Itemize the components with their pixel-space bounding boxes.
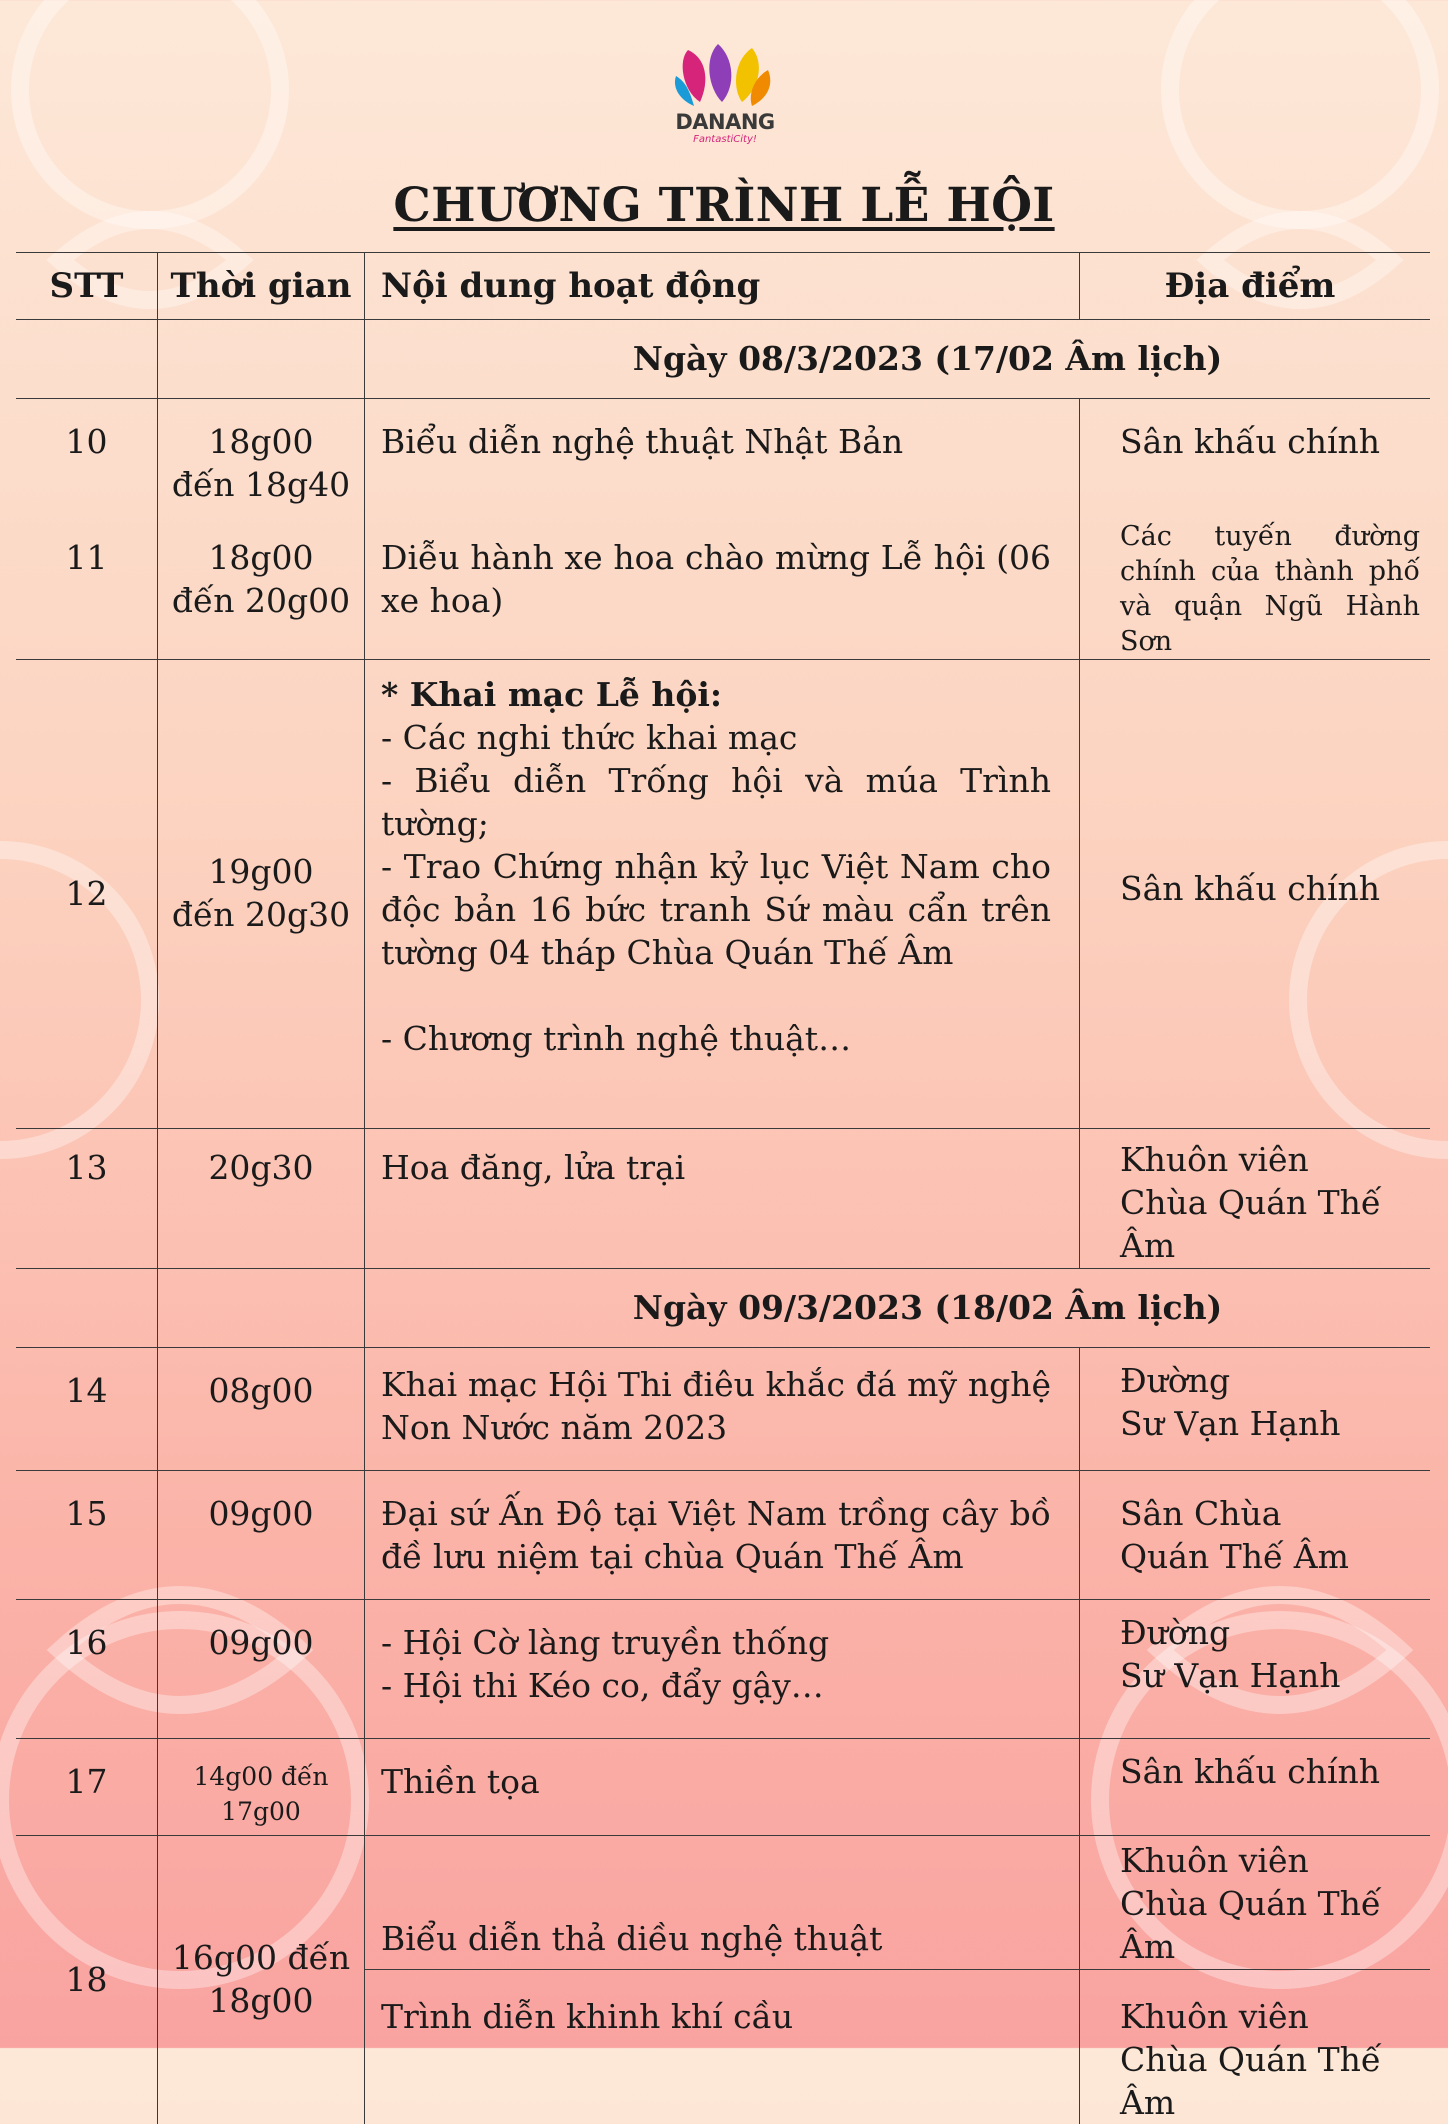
- content-12-line3: - Trao Chứng nhận kỷ lục Việt Nam cho độc bản 16 bức tranh Sứ màu cẩn trên tường 04 tháp Chùa Quán Thế Âm: [381, 846, 1051, 972]
- stt-12: 12: [65, 873, 108, 913]
- location-18a-line1: Khuôn viên: [1120, 1841, 1309, 1881]
- header-location: Địa điểm: [1080, 253, 1431, 320]
- stt-15: 15: [65, 1494, 108, 1534]
- stt-10: 10: [65, 422, 108, 461]
- danang-logo: [660, 40, 790, 145]
- location-13-line1: Khuôn viên: [1120, 1140, 1309, 1180]
- schedule-table: [16, 252, 1430, 2124]
- stt-11: 11: [65, 538, 108, 577]
- time-18-start: 16g00 đến: [171, 1938, 351, 1978]
- location-10: Sân khấu chính: [1120, 422, 1381, 461]
- content-18a: Biểu diễn thả diều nghệ thuật: [381, 1918, 883, 1958]
- location-15-line1: Sân Chùa: [1120, 1494, 1282, 1534]
- location-11: Các tuyến đường chính của thành phố và quận Ngũ Hành Sơn: [1120, 521, 1420, 658]
- location-16-line2: Sư Vạn Hạnh: [1120, 1655, 1341, 1695]
- time-10-end: đến 18g40: [171, 464, 351, 504]
- table-row: [16, 1129, 1430, 1269]
- table-header: [16, 253, 1430, 320]
- time-13: 20g30: [208, 1148, 314, 1188]
- content-16-line1: - Hội Cờ làng truyền thống: [381, 1623, 830, 1663]
- table-row: [16, 660, 1430, 1129]
- page-title: CHƯƠNG TRÌNH LỄ HỘI: [393, 178, 1055, 233]
- day-title-2: Ngày 09/3/2023 (18/02 Âm lịch): [365, 1269, 1431, 1348]
- content-12-heading: * Khai mạc Lễ hội:: [381, 675, 723, 715]
- time-14: 08g00: [208, 1371, 314, 1411]
- day-title-1: Ngày 08/3/2023 (17/02 Âm lịch): [365, 320, 1431, 399]
- table-row: [16, 1471, 1430, 1600]
- table-row: [16, 1348, 1430, 1471]
- content-10: Biểu diễn nghệ thuật Nhật Bản: [381, 422, 904, 461]
- time-15: 09g00: [208, 1494, 314, 1534]
- location-15-line2: Quán Thế Âm: [1120, 1536, 1349, 1576]
- content-14: Khai mạc Hội Thi điêu khắc đá mỹ nghệ Non Nước năm 2023: [381, 1365, 1051, 1447]
- day-row-2: [16, 1269, 1430, 1348]
- location-17: Sân khấu chính: [1120, 1752, 1381, 1792]
- day-row-1: [16, 320, 1430, 399]
- logo-tagline: FantastiCity!: [693, 134, 757, 145]
- header-stt: STT: [16, 253, 158, 320]
- stt-13: 13: [65, 1148, 108, 1188]
- table-row: [16, 399, 1430, 520]
- content-11: Diễu hành xe hoa chào mừng Lễ hội (06 xe hoa): [381, 538, 1051, 620]
- time-16: 09g00: [208, 1623, 314, 1663]
- location-16-line1: Đường: [1120, 1613, 1231, 1653]
- time-10-start: 18g00: [208, 422, 314, 461]
- table-row: [16, 1600, 1430, 1739]
- header-time: Thời gian: [158, 253, 365, 320]
- logo-wordmark: DANANG: [675, 110, 775, 134]
- content-12-line1: - Các nghi thức khai mạc: [381, 718, 798, 758]
- content-12-line4: - Chương trình nghệ thuật…: [381, 1018, 852, 1058]
- header-content: Nội dung hoạt động: [365, 253, 1080, 320]
- time-11-start: 18g00: [208, 538, 314, 577]
- content-18b: Trình diễn khinh khí cầu: [381, 1996, 794, 2036]
- content-15: Đại sứ Ấn Độ tại Việt Nam trồng cây bồ đề lưu niệm tại chùa Quán Thế Âm: [381, 1494, 1051, 1576]
- location-14-line1: Đường: [1120, 1361, 1231, 1401]
- table-row: [16, 519, 1430, 660]
- stt-17: 17: [65, 1762, 108, 1802]
- location-14-line2: Sư Vạn Hạnh: [1120, 1403, 1341, 1443]
- stt-18: 18: [65, 1959, 108, 1999]
- table-row: [16, 1739, 1430, 1836]
- time-11-end: đến 20g00: [171, 580, 351, 620]
- time-12-start: 19g00: [208, 852, 314, 892]
- time-17-start: 14g00 đến: [193, 1762, 329, 1792]
- lotus-logo-icon: [660, 40, 790, 112]
- location-18a-line2: Chùa Quán Thế Âm: [1120, 1883, 1382, 1966]
- location-18b-line1: Khuôn viên: [1120, 1996, 1309, 2036]
- time-17-end: 17g00: [221, 1797, 301, 1827]
- location-12: Sân khấu chính: [1120, 868, 1381, 908]
- content-17: Thiền tọa: [381, 1762, 540, 1802]
- table-row: [16, 1836, 1430, 1970]
- time-18-end: 18g00: [208, 1981, 314, 2021]
- stt-14: 14: [65, 1371, 108, 1411]
- content-13: Hoa đăng, lửa trại: [381, 1148, 686, 1188]
- content-16-line2: - Hội thi Kéo co, đẩy gậy…: [381, 1665, 824, 1705]
- location-13-line2: Chùa Quán Thế Âm: [1120, 1183, 1382, 1266]
- stt-16: 16: [65, 1623, 108, 1663]
- content-12-line2: - Biểu diễn Trống hội và múa Trình tường;: [381, 761, 1051, 844]
- time-12-end: đến 20g30: [171, 895, 351, 935]
- location-18b-line2: Chùa Quán Thế Âm: [1120, 2039, 1382, 2122]
